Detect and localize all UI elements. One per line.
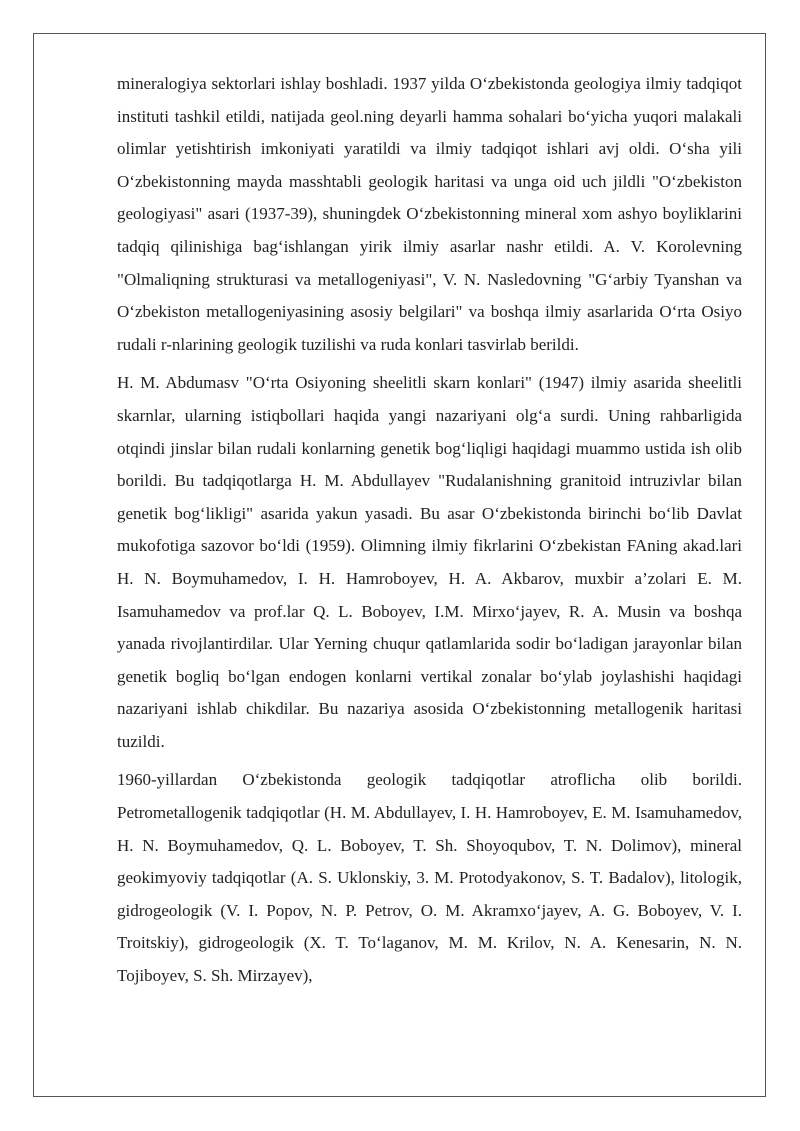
document-body [117, 68, 742, 999]
paragraph-3: 1960-yillardan O‘zbekistonda geologik tadqiqotlar atroflicha olib borildi. Petrometallogenik tadqiqotlar (H. M. Abdullayev, I. H. Hamroboyev, E. M. Isamuhamedov, H. N. Boymuhamedov, Q. L. Boboyev, T. Sh. Shoyoqubov, T. N. Dolimov), mineral geokimyoviy tadqiqotlar (A. S. Uklonskiy, 3. M. Protodyakonov, S. T. Badalov), litologik, gidrogeologik (V. I. Popov, N. P. Petrov, O. M. Akramxo‘jayev, A. G. Boboyev, V. I. Troitskiy), gidrogeologik (X. T. To‘laganov, M. M. Krilov, N. A. Kenesarin, N. N. Tojiboyev, S. Sh. Mirzayev), [117, 770, 742, 986]
paragraph-2: H. M. Abdumasv "O‘rta Osiyoning sheelitli skarn konlari" (1947) ilmiy asarida sheelitli skarnlar, ularning istiqbollari haqida yangi nazariyani olg‘a surdi. Uning rahbarligida otqindi jinslar bilan rudali konlarning genetik bog‘liqligi haqidagi muammo ustida ish olib borildi. Bu tadqiqotlarga H. M. Abdullayev "Rudalanishning granitoid intruzivlar bilan genetik bog‘likligi" asarida yakun yasadi. Bu asar O‘zbekistonda birinchi bo‘lib Davlat mukofotiga sazovor bo‘ldi (1959). Olimning ilmiy fikrlarini O‘zbekistan FAning akad.lari H. N. Boymuhamedov, I. H. Hamroboyev, H. A. Akbarov, muxbir a’zolari E. M. Isamuhamedov va prof.lar Q. L. Boboyev, I.M. Mirxo‘jayev, R. A. Musin va boshqa yanada rivojlantirdilar. Ular Yerning chuqur qatlamlarida sodir bo‘ladigan jarayonlar bilan genetik bogliq bo‘lgan endogen konlarni vertikal zonalar bo‘ylab joylashishi haqidagi nazariyani ishlab chikdilar. Bu nazariya asosida O‘zbekistonning metallogenik haritasi tuzildi. [117, 373, 742, 751]
paragraph-1: mineralogiya sektorlari ishlay boshladi. 1937 yilda O‘zbekistonda geologiya ilmiy tadqiqot instituti tashkil etildi, natijada geol.ning deyarli hamma sohalari bo‘yicha yuqori malakali olimlar yetishtirish imkoniyati yaratildi va ilmiy tadqiqot ishlari avj oldi. O‘sha yili O‘zbekistonning mayda masshtabli geologik haritasi va unga oid uch jildli "O‘zbekiston geologiyasi" asari (1937-39), shuningdek O‘zbekistonning mineral xom ashyo boyliklarini tadqiq qilinishiga bag‘ishlangan yirik ilmiy asarlar nashr etildi. A. V. Korolevning "Olmaliqning strukturasi va metallogeniyasi", V. N. Nasledovning "G‘arbiy Tyanshan va O‘zbekiston metallogeniyasining asosiy belgilari" va boshqa ilmiy asarlarida O‘rta Osiyo rudali r-nlarining geologik tuzilishi va ruda konlari tasvirlab berildi. [117, 74, 742, 354]
